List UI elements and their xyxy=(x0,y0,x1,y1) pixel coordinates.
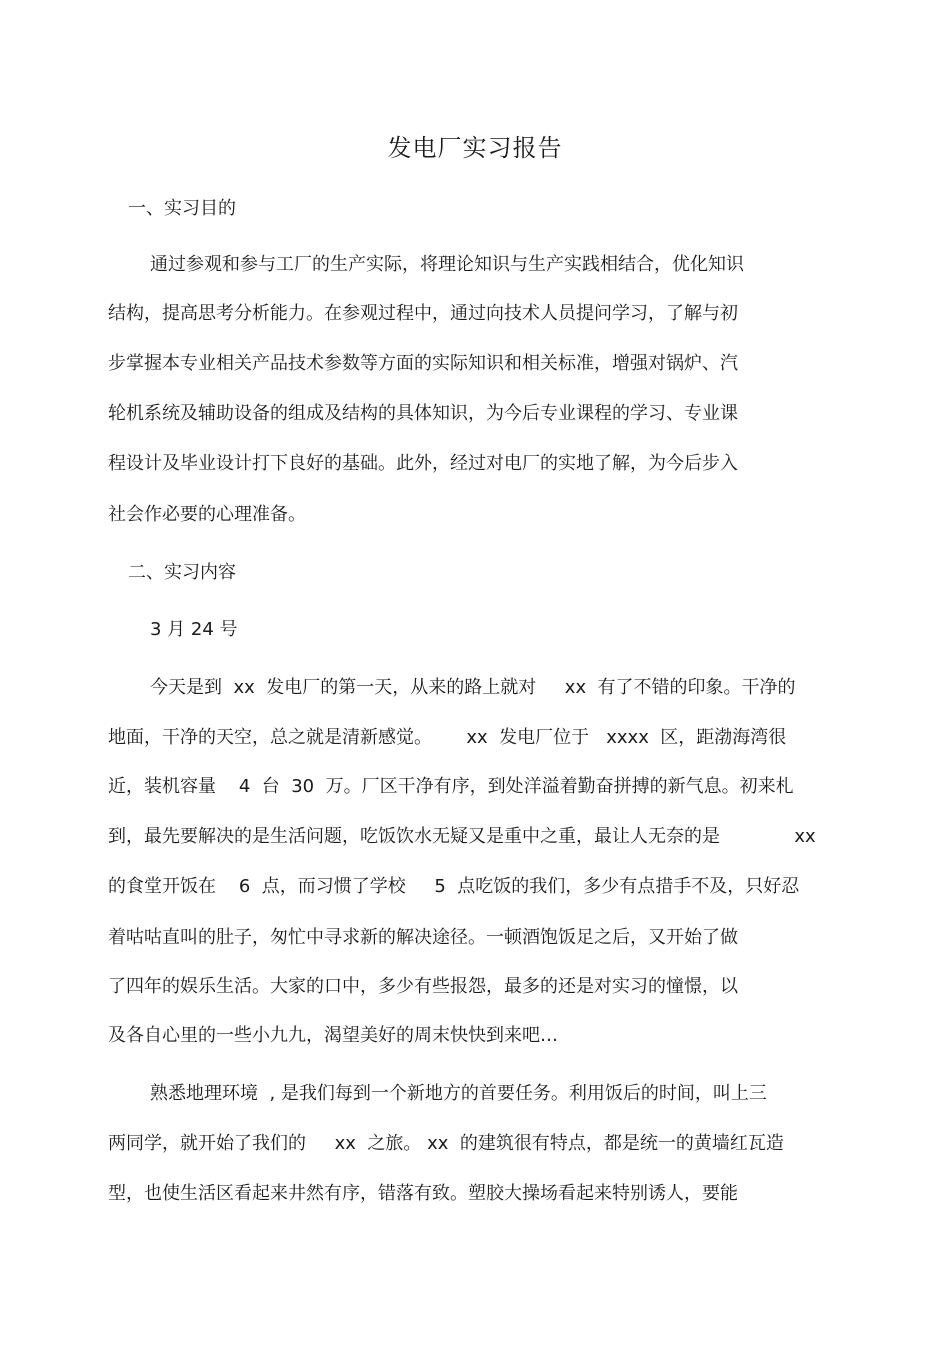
paragraph-line: 社会作必要的心理准备。 xyxy=(108,504,306,525)
entry-date: 3 月 24 号 xyxy=(150,619,238,640)
section-heading-content: 二、实习内容 xyxy=(128,562,236,583)
paragraph-line: 型，也使生活区看起来井然有序，错落有致。塑胶大操场看起来特别诱人，要能 xyxy=(108,1183,738,1204)
paragraph-line: 两同学，就开始了我们的 xx 之旅。 xx 的建筑很有特点，都是统一的黄墙红瓦造 xyxy=(108,1133,784,1154)
document-title: 发电厂实习报告 xyxy=(387,134,563,162)
paragraph-line: 轮机系统及辅助设备的组成及结构的具体知识，为今后专业课程的学习、专业课 xyxy=(108,403,738,424)
paragraph-line: 结构，提高思考分析能力。在参观过程中，通过向技术人员提问学习，了解与初 xyxy=(108,303,738,324)
paragraph-line: 的食堂开饭在 6 点，而习惯了学校 5 点吃饭的我们，多少有点措手不及，只好忍 xyxy=(108,876,800,897)
paragraph-line: 程设计及毕业设计打下良好的基础。此外，经过对电厂的实地了解，为今后步入 xyxy=(108,453,738,474)
paragraph-line: 近，装机容量 4 台 30 万。厂区干净有序，到处洋溢着勤奋拼搏的新气息。初来札 xyxy=(108,776,794,797)
paragraph-line: 及各自心里的一些小九九，渴望美好的周末快快到来吧… xyxy=(108,1025,558,1046)
paragraph-line: 今天是到 xx 发电厂的第一天，从来的路上就对 xx 有了不错的印象。干净的 xyxy=(150,677,796,698)
paragraph-line: 熟悉地理环境 , 是我们每到一个新地方的首要任务。利用饭后的时间，叫上三 xyxy=(150,1083,767,1104)
paragraph-line: 了四年的娱乐生活。大家的口中，多少有些报怨，最多的还是对实习的憧憬，以 xyxy=(108,976,738,997)
paragraph-line: 步掌握本专业相关产品技术参数等方面的实际知识和相关标准，增强对锅炉、汽 xyxy=(108,353,738,374)
paragraph-line: 着咕咕直叫的肚子，匆忙中寻求新的解决途径。一顿酒饱饭足之后，又开始了做 xyxy=(108,927,738,948)
paragraph-line: 通过参观和参与工厂的生产实际，将理论知识与生产实践相结合，优化知识 xyxy=(150,254,744,275)
section-heading-purpose: 一、实习目的 xyxy=(128,198,236,219)
paragraph-line: 地面，干净的天空，总之就是清新感觉。 xx 发电厂位于 xxxx 区，距渤海湾很 xyxy=(108,727,787,748)
paragraph-line: 到，最先要解决的是生活问题，吃饭饮水无疑又是重中之重，最让人无奈的是 xx xyxy=(108,826,816,847)
